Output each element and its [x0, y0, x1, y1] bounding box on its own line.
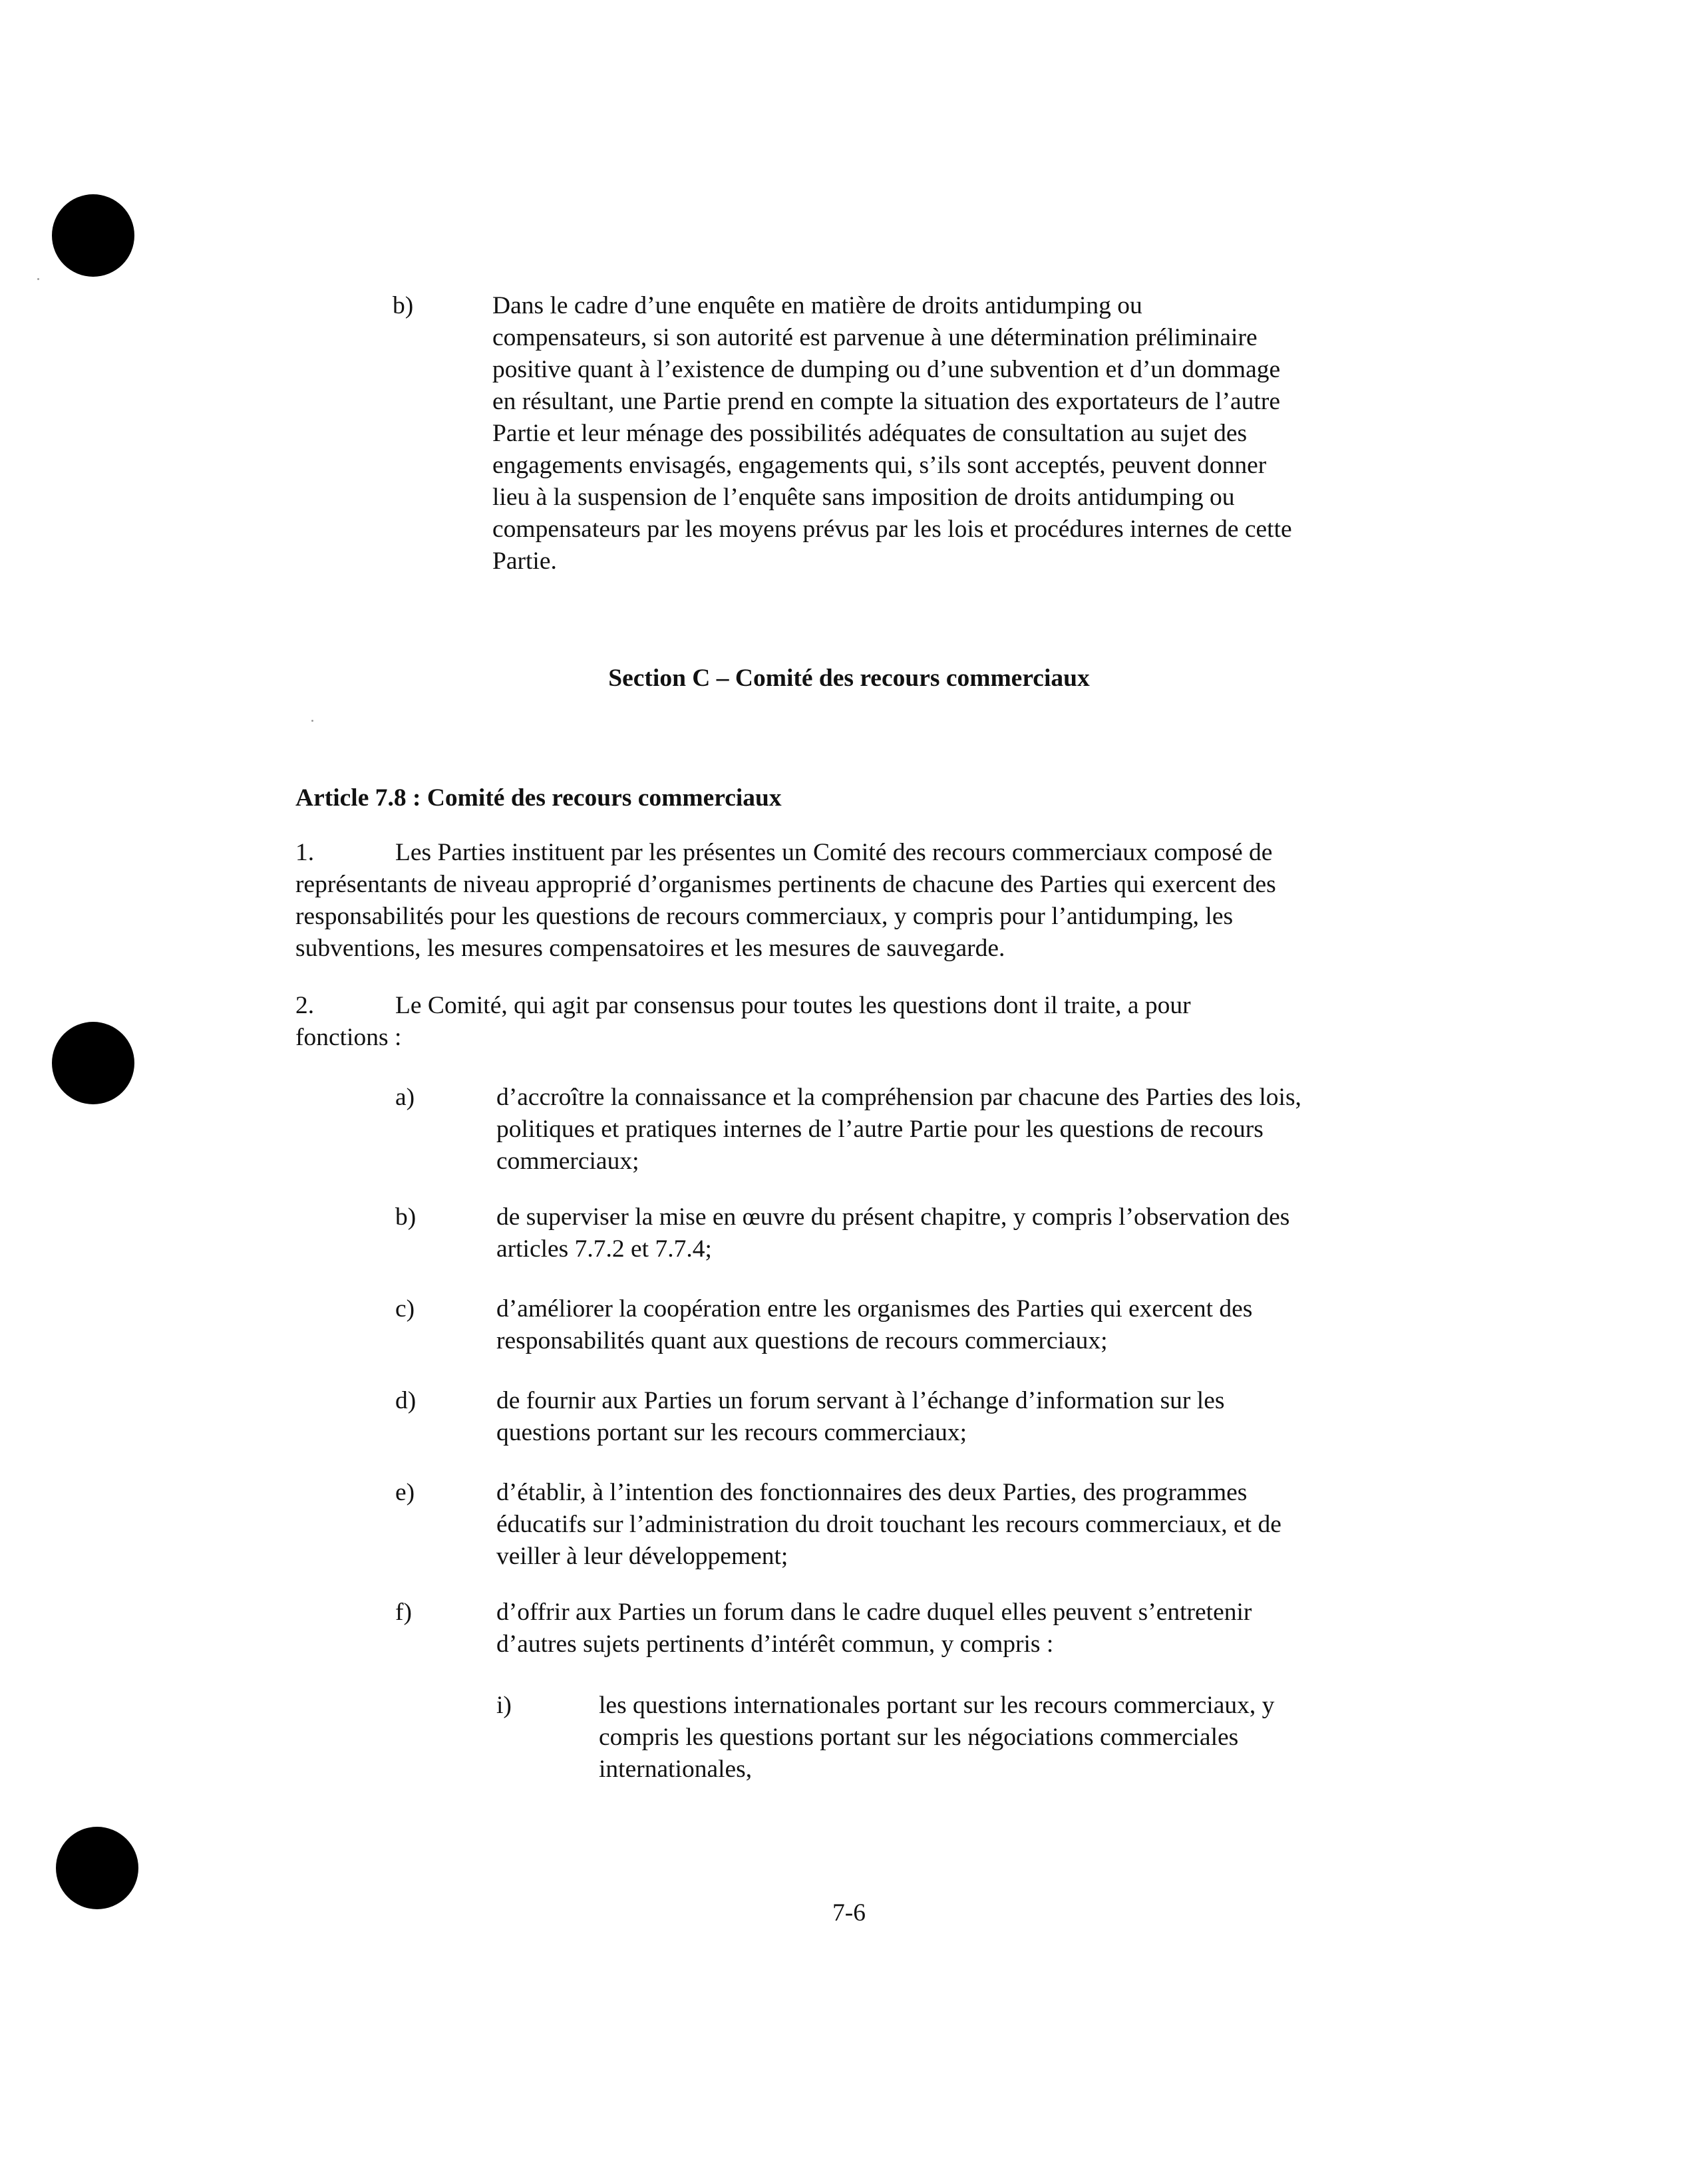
paragraph-number: 2.: [295, 992, 315, 1019]
paragraph-first-line: Les Parties instituent par les présentes un Comité des recours commerciaux composé de: [395, 839, 1273, 866]
punch-hole-top: [52, 194, 134, 277]
section-heading: Section C – Comité des recours commerciaux: [608, 665, 1090, 692]
intro-item-label: b): [393, 292, 414, 319]
function-label: f): [395, 1599, 412, 1626]
function-label: d): [395, 1387, 417, 1414]
function-text: d’offrir aux Parties un forum dans le cadre duquel elles peuvent s’entretenir d’autres sujets pertinents d’intérêt commun, y compris :: [496, 1599, 1252, 1658]
function-label: a): [395, 1084, 415, 1111]
intro-item-text: Dans le cadre d’une enquête en matière de droits antidumping ou compensateurs, si son autorité est parvenue à une détermination préliminaire positive quant à l’existence de dumping ou d’une subvention et d’un dommage en résultant, une Partie prend en compte la situation des exportateurs de l’autre Partie et leur ménage des possibilités adéquates de consultation au sujet des engagements envisagés, engagements qui, s’ils sont acceptés, peuvent donner lieu à la suspension de l’enquête sans imposition de droits antidumping ou compensateurs par les moyens prévus par les lois et procédures internes de cette Partie.: [492, 292, 1292, 575]
paragraph-text: représentants de niveau approprié d’organismes pertinents de chacune des Parties qui exercent des responsabilités pour les questions de recours commerciaux, y compris pour l’antidumping, les subventions, les mesures compensatoires et les mesures de sauvegarde.: [295, 871, 1276, 962]
function-label: b): [395, 1203, 417, 1231]
function-text: d’accroître la connaissance et la compréhension par chacune des Parties des lois, politiques et pratiques internes de l’autre Partie pour les questions de recours commerciaux;: [496, 1084, 1301, 1175]
function-text: d’améliorer la coopération entre les organismes des Parties qui exercent des responsabilités quant aux questions de recours commerciaux;: [496, 1295, 1253, 1354]
function-label: c): [395, 1295, 415, 1323]
page-number: 7-6: [832, 1899, 866, 1927]
paragraph-text: fonctions :: [295, 1024, 402, 1051]
function-text: de fournir aux Parties un forum servant à l’échange d’information sur les questions portant sur les recours commerciaux;: [496, 1387, 1225, 1446]
punch-hole-middle: [52, 1022, 134, 1104]
function-text: de superviser la mise en œuvre du présent chapitre, y compris l’observation des articles 7.7.2 et 7.7.4;: [496, 1203, 1290, 1263]
scan-speck: [311, 720, 313, 722]
scan-speck: [37, 278, 39, 280]
subitem-text: les questions internationales portant sur les recours commerciaux, y compris les questions portant sur les négociations commerciales internationales,: [599, 1692, 1275, 1783]
subitem-label: i): [496, 1692, 512, 1719]
paragraph-number: 1.: [295, 839, 315, 866]
article-heading: Article 7.8 : Comité des recours commerciaux: [295, 784, 782, 812]
function-text: d’établir, à l’intention des fonctionnaires des deux Parties, des programmes éducatifs sur l’administration du droit touchant les recours commerciaux, et de veiller à leur développement;: [496, 1479, 1281, 1570]
paragraph-first-line: Le Comité, qui agit par consensus pour toutes les questions dont il traite, a pour: [395, 992, 1191, 1019]
function-label: e): [395, 1479, 415, 1506]
